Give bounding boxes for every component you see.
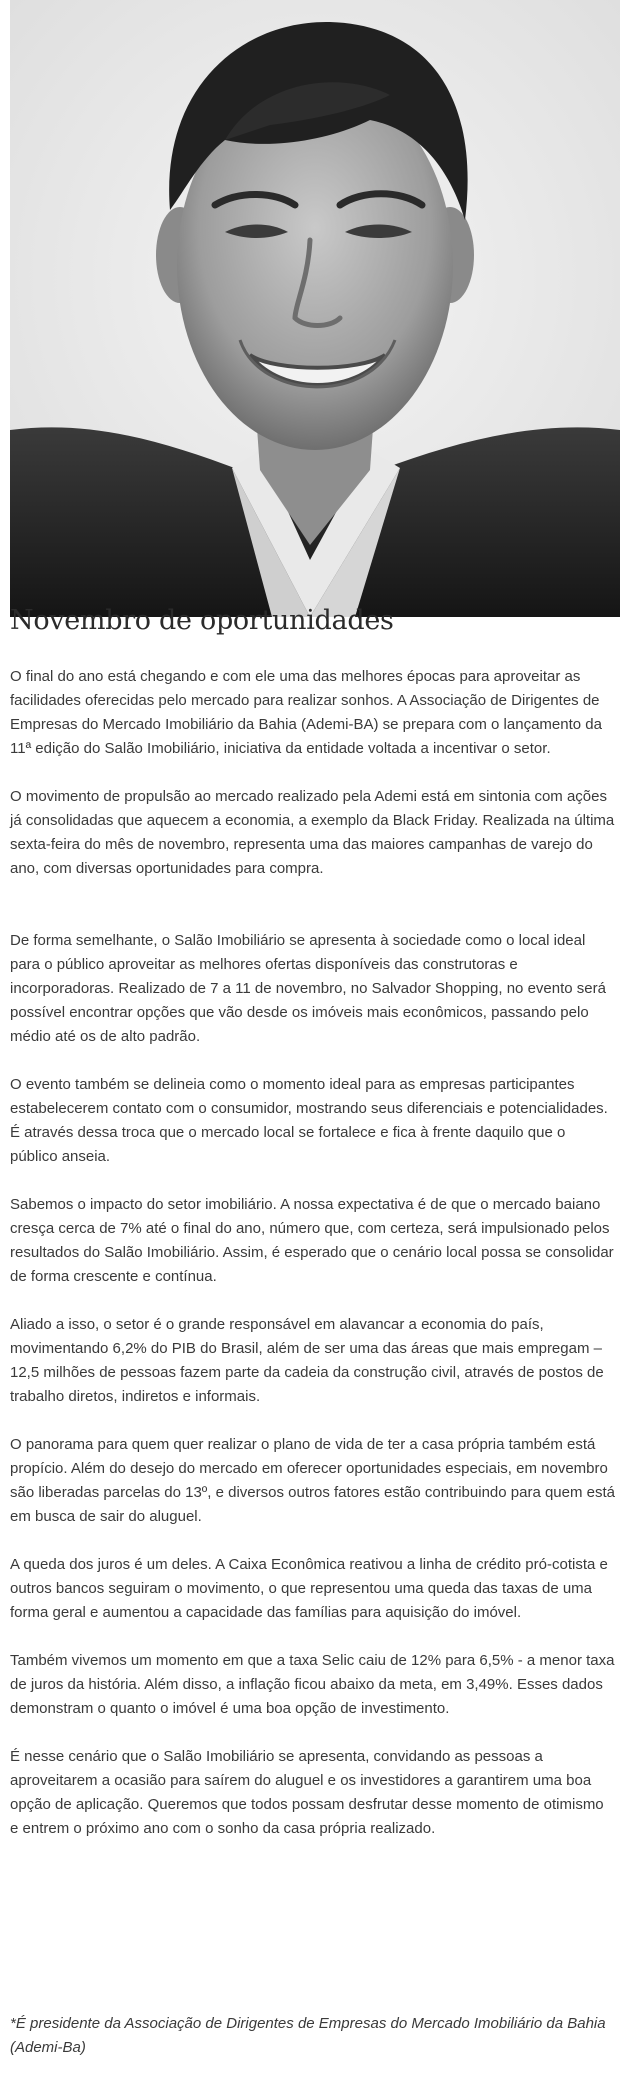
article-paragraph: Aliado a isso, o setor é o grande responsável em alavancar a economia do país, movimentando 6,2% do PIB do Brasil, além de ser uma das áreas que mais empregam – 12,5 milhões de pessoas fazem parte da cadeia da construção civil, através de postos de trabalho diretos, indiretos e informais.: [10, 1316, 604, 1405]
article-title: Novembro de oportunidades: [10, 605, 394, 636]
article-paragraph: Também vivemos um momento em que a taxa Selic caiu de 12% para 6,5% - a menor taxa de juros da história. Além disso, a inflação ficou abaixo da meta, em 3,49%. Esses dados demonstram o quanto o imóvel é uma boa opção de investimento.: [10, 1652, 615, 1717]
article-paragraph: O evento também se delineia como o momento ideal para as empresas participantes estabelecerem contato com o consumidor, mostrando seus diferenciais e potencialidades. É através dessa troca que o mercado local se fortalece e fica à frente daquilo que o público anseia.: [10, 1076, 608, 1165]
article-paragraph: O panorama para quem quer realizar o plano de vida de ter a casa própria também está propício. Além do desejo do mercado em oferecer oportunidades especiais, em novembro são liberadas parcelas do 13º, e diversos outros fatores estão contribuindo para quem está em busca de sair do aluguel.: [10, 1436, 616, 1525]
article-paragraph: O final do ano está chegando e com ele uma das melhores épocas para aproveitar as facilidades oferecidas pelo mercado para realizar sonhos. A Associação de Dirigentes de Empresas do Mercado Imobiliário da Bahia (Ademi-BA) se prepara com o lançamento da 11ª edição do Salão Imobiliário, iniciativa da entidade voltada a incentivar o setor.: [10, 668, 602, 757]
article-paragraph: É nesse cenário que o Salão Imobiliário se apresenta, convidando as pessoas a aproveitarem a ocasião para saírem do aluguel e os investidores a garantirem uma boa opção de aplicação. Queremos que todos possam desfrutar desse momento de otimismo e entrem o próximo ano com o sonho da casa própria realizado.: [10, 1748, 604, 1837]
article-paragraph: O movimento de propulsão ao mercado realizado pela Ademi está em sintonia com ações já consolidadas que aquecem a economia, a exemplo da Black Friday. Realizada na última sexta-feira do mês de novembro, representa uma das maiores campanhas de varejo do ano, com diversas oportunidades para compra.: [10, 788, 615, 877]
author-portrait-photo: [10, 0, 620, 617]
author-footnote: *É presidente da Associação de Dirigentes de Empresas do Mercado Imobiliário da Bahia (Ademi-Ba): [10, 2015, 606, 2056]
article-paragraph: Sabemos o impacto do setor imobiliário. A nossa expectativa é de que o mercado baiano cresça cerca de 7% até o final do ano, número que, com certeza, será impulsionado pelos resultados do Salão Imobiliário. Assim, é esperado que o cenário local possa se consolidar de forma crescente e contínua.: [10, 1196, 614, 1285]
article-paragraph: De forma semelhante, o Salão Imobiliário se apresenta à sociedade como o local ideal para o público aproveitar as melhores ofertas disponíveis das construtoras e incorporadoras. Realizado de 7 a 11 de novembro, no Salvador Shopping, no evento será possível encontrar opções que vão desde os imóveis mais econômicos, passando pelo médio até os de alto padrão.: [10, 932, 606, 1045]
article-paragraph: A queda dos juros é um deles. A Caixa Econômica reativou a linha de crédito pró-cotista e outros bancos seguiram o movimento, o que representou uma queda das taxas de uma forma geral e aumentou a capacidade das famílias para aquisição do imóvel.: [10, 1556, 608, 1621]
article-body: [10, 665, 615, 1841]
